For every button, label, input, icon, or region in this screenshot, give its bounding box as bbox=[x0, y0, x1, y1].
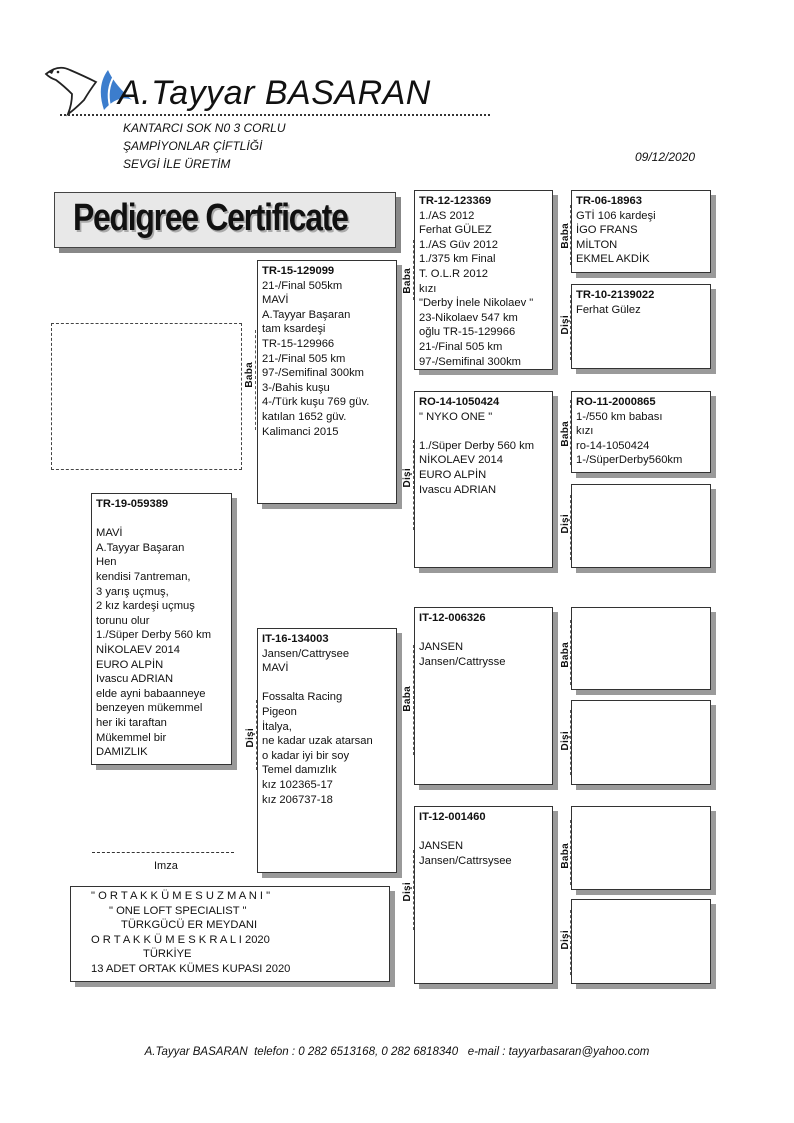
photo-placeholder bbox=[51, 323, 242, 470]
g2-sire-dam-box: RO-14-1050424 " NYKO ONE " 1./Süper Derby 560 km NİKOLAEV 2014 EURO ALPİN Ivascu ADRIAN bbox=[414, 391, 553, 568]
connector bbox=[255, 330, 256, 430]
g3-box-5 bbox=[571, 607, 711, 690]
certificate-banner bbox=[54, 192, 396, 248]
address-line-1: KANTARCI SOK N0 3 CORLU bbox=[123, 121, 286, 135]
signature-line bbox=[92, 852, 234, 853]
certificate-title: Pedigree Certificate bbox=[73, 197, 348, 239]
label-baba-g3-1: Baba bbox=[560, 223, 571, 249]
g3-box-1: TR-06-18963 GTİ 106 kardeşi İGO FRANS MİLTON EKMEL AKDİK bbox=[571, 190, 711, 273]
g3-box-3: RO-11-2000865 1-/550 km babası kızı ro-14-1050424 1-/SüperDerby560km bbox=[571, 391, 711, 473]
g3-box-2: TR-10-2139022 Ferhat Gülez bbox=[571, 284, 711, 369]
footer-contact: A.Tayyar BASARAN telefon : 0 282 6513168, 0 282 6818340 e-mail : tayyarbasaran@yahoo.com bbox=[144, 1046, 650, 1058]
subject-ring: TR-19-059389 bbox=[96, 498, 169, 510]
brand-title: A.Tayyar BASARAN bbox=[118, 74, 431, 112]
label-disi-g3-6: Dişi bbox=[560, 731, 571, 751]
label-baba-g2-1: Baba bbox=[402, 268, 413, 294]
certificate-date: 09/12/2020 bbox=[635, 150, 696, 164]
address-line-2: ŞAMPİYONLAR ÇİFTLİĞİ bbox=[123, 139, 263, 153]
g3-box-6 bbox=[571, 700, 711, 785]
dam-box: IT-16-134003 Jansen/Cattrysee MAVİ Fossalta Racing Pigeon İtalya, ne kadar uzak atarsan o kadar iyi bir soy Temel damızlık kız 102365-17 kız 206737-18 bbox=[257, 628, 397, 873]
g2-dam-dam-box: IT-12-001460 JANSEN Jansen/Cattrsysee bbox=[414, 806, 553, 984]
label-disi-g3-4: Dişi bbox=[560, 514, 571, 534]
label-baba-sire: Baba bbox=[244, 362, 255, 388]
label-disi-g2-4: Dişi bbox=[402, 882, 413, 902]
subject-box: TR-19-059389 MAVİ A.Tayyar Başaran Hen kendisi 7antreman, 3 yarış uçmuş, 2 kız kardeşi uçmuş torunu olur 1./Süper Derby 560 km NİKOLAEV 2014 EURO ALPİN Ivascu ADRIAN elde ayni babaanneye benzeyen mükemmel her iki taraftan Mükemmel bir DAMIZLIK bbox=[91, 493, 232, 765]
dam-ring: IT-16-134003 bbox=[262, 633, 329, 645]
sire-ring: TR-15-129099 bbox=[262, 265, 335, 277]
address-line-3: SEVGİ İLE ÜRETİM bbox=[123, 157, 231, 171]
g3-box-8 bbox=[571, 899, 711, 984]
label-disi-g3-8: Dişi bbox=[560, 930, 571, 950]
label-disi-g3-2: Dişi bbox=[560, 315, 571, 335]
signature-label: Imza bbox=[154, 860, 178, 872]
label-baba-g3-7: Baba bbox=[560, 843, 571, 869]
label-baba-g2-3: Baba bbox=[402, 686, 413, 712]
label-disi-dam: Dişi bbox=[245, 728, 256, 748]
label-baba-g3-3: Baba bbox=[560, 421, 571, 447]
g3-box-4 bbox=[571, 484, 711, 568]
label-disi-g2-2: Dişi bbox=[402, 468, 413, 488]
sire-box: TR-15-129099 21-/Final 505km MAVİ A.Tayyar Başaran tam ksardeşi TR-15-129966 21-/Final 505 km 97-/Semifinal 300km 3-/Bahis kuşu 4-/Türk kuşu 769 güv. katılan 1652 güv. Kalimanci 2015 bbox=[257, 260, 397, 504]
brand-underline bbox=[60, 114, 490, 116]
g2-sire-sire-box: TR-12-123369 1./AS 2012 Ferhat GÜLEZ 1./AS Güv 2012 1./375 km Final T. O.L.R 2012 kızı "Derby İnele Nikolaev " 23-Nikolaev 547 km oğlu TR-15-129966 21-/Final 505 km 97-/Semifinal 300km bbox=[414, 190, 553, 370]
g3-box-7 bbox=[571, 806, 711, 890]
g2-dam-sire-box: IT-12-006326 JANSEN Jansen/Cattrysse bbox=[414, 607, 553, 785]
label-baba-g3-5: Baba bbox=[560, 642, 571, 668]
specialist-box: " O R T A K K Ü M E S U Z M A N I " " ONE LOFT SPECIALIST " TÜRKGÜCÜ ER MEYDANI O R T A K K Ü M E S K R A L I 2020 TÜRKİYE 13 ADET ORTAK KÜMES KUPASI 2020 bbox=[70, 886, 390, 982]
